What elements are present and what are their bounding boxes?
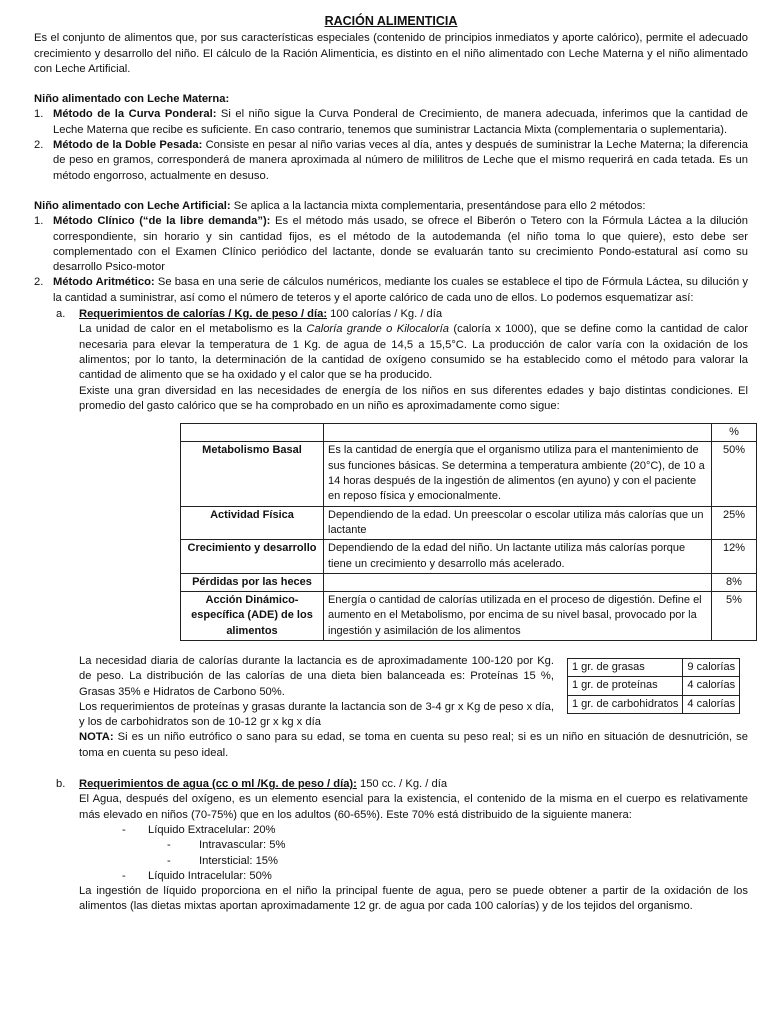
- table-row: Metabolismo Basal Es la cantidad de energía que el organismo utiliza para el mantenimiento de sus funciones básicas. Se determina a temperatura ambiente (20°C), de 10 a 14 horas después de la ingestión de alimentos (en ayuno) y con el paciente en reposo física y emocionalmente. 50%: [181, 442, 757, 506]
- list-item: - Intersticial: 15%: [167, 854, 278, 867]
- section-b-paragraph-1: El Agua, después del oxígeno, es un elemento esencial para la existencia, el contenido de la misma en el cuerpo es relativamente más elevado en niños (70-75%) que en los adultos (60-65%). Este 70% está distribuido de la siguiente manera:: [79, 793, 748, 821]
- section-a-heading: a. Requerimientos de calorías / Kg. de peso / día: 100 calorías / Kg. / día: [56, 308, 443, 321]
- calories-section: [34, 654, 748, 730]
- list-item: 2. Método de la Doble Pesada: Consiste en pesar al niño varias veces al día, antes y después de suministrar la Leche Materna; la diferencia de peso en gramos, corresponderá de manera aproximada al número de mililitros de Leche que el mismo requerirá en cada tetada. Es un método engorroso, actualmente en desuso.: [34, 139, 748, 182]
- section-b-paragraph-2: La ingestión de líquido proporciona en el niño la principal fuente de agua, pero se puede obtener a partir de la oxidación de los alimentos (las dietas mixtas aportan aproximadamente 12 gr. de agua por cada 100 calorías) y de los tejidos del organismo.: [79, 885, 748, 913]
- artificial-list: [34, 214, 748, 306]
- list-item: - Líquido Intracelular: 50%: [122, 869, 272, 882]
- table-row: 1 gr. de grasas 9 calorías: [568, 658, 740, 676]
- materna-heading: Niño alimentado con Leche Materna:: [34, 93, 230, 106]
- note-paragraph: NOTA: Si es un niño eutrófico o sano para su edad, se toma en cuenta su peso real; si es un niño en situación de desnutrición, se toma en cuenta su peso ideal.: [79, 731, 748, 759]
- list-item: - Intravascular: 5%: [167, 839, 286, 852]
- intro-paragraph: Es el conjunto de alimentos que, por sus características especiales (contenido de principios inmediatos y aporte calórico), permite el adecuado crecimiento y desarrollo del niño. El cálculo de la Ración Alimenticia, es distinto en el niño alimentado con Leche Materna y el niño alimentado con Leche Artificial.: [34, 32, 748, 75]
- table-header-row: [181, 424, 757, 442]
- document-page: [34, 14, 748, 915]
- calorie-value-table: [567, 658, 740, 714]
- calories-text: La necesidad diaria de calorías durante la lactancia es de aproximadamente 100-120 por Kg. de peso. La distribución de las calorías de una dieta bien balanceada es: Proteínas 15 %, Grasas 35% e Hidratos de Carbono 50%. Los requerimientos de proteínas y grasas durante la lactancia son de 3-4 gr x Kg de peso x día, y los de carbohidratos son de 10-12 gr x kg x día: [79, 654, 554, 729]
- page-title: RACIÓN ALIMENTICIA: [324, 14, 458, 28]
- section-b-heading: b. Requerimientos de agua (cc o ml /Kg. de peso / día): 150 cc. / Kg. / día: [56, 778, 448, 791]
- table-row: Crecimiento y desarrollo Dependiendo de la edad del niño. Un lactante utiliza más calorías porque tiene un crecimiento y desarrollo más acelerado. 12%: [181, 540, 757, 574]
- list-item: - Líquido Extracelular: 20%: [122, 823, 276, 836]
- table-row: Actividad Física Dependiendo de la edad. Un preescolar o escolar utiliza más calorías que un lactante 25%: [181, 506, 757, 540]
- materna-list: [34, 107, 748, 183]
- table-row: Acción Dinámico-específica (ADE) de los alimentos Energía o cantidad de calorías utilizada en el proceso de digestión. Define el aumento en el Metabolismo, por encima de su nivel basal, provocado por la ingestión y asimilación de los alimentos 5%: [181, 592, 757, 641]
- list-item: 2. Método Aritmético: Se basa en una serie de cálculos numéricos, mediante los cuales se establece el tipo de Fórmula Láctea, su dilución y la cantidad a suministrar, así como el número de teteros y el aporte calórico de cada uno de ellos. Lo podemos esquematizar así:: [34, 276, 748, 304]
- percent-header: %: [712, 424, 757, 442]
- table-row: Pérdidas por las heces 8%: [181, 573, 757, 591]
- energy-expenditure-table: [180, 423, 757, 641]
- table-row: 1 gr. de carbohidratos 4 calorías: [568, 695, 740, 713]
- section-a-paragraph-2: Existe una gran diversidad en las necesidades de energía de los niños en sus diferentes edades y bajo distintas condiciones. El promedio del gasto calórico que se ha comprobado en un niño es aproximadamente como sigue:: [79, 384, 748, 412]
- section-a-paragraph-1: La unidad de calor en el metabolismo es la Caloría grande o Kilocaloría (caloría x 1000), que se define como la cantidad de calor necesaria para elevar la temperatura de 1 Kg. de agua de 14,5 a 15,5°C. La producción de calor varía con la oxidación de los alimentos; por lo tanto, la determinación de la cantidad de oxígeno consumido se ha establecido como el método para valorar la cantidad de alimento que se ha oxidado y el calor que se ha producido.: [79, 323, 749, 382]
- list-item: 1. Método de la Curva Ponderal: Si el niño sigue la Curva Ponderal de Crecimiento, de manera adecuada, inferimos que la cantidad de Leche Materna que recibe es suficiente. En caso contrario, tenemos que suministrar Lactancia Mixta (complementaria o suplementaria).: [34, 108, 748, 136]
- table-row: 1 gr. de proteínas 4 calorías: [568, 677, 740, 695]
- artificial-heading-paragraph: Niño alimentado con Leche Artificial: Se aplica a la lactancia mixta complementaria, presentándose para ello 2 métodos:: [34, 199, 646, 212]
- list-item: 1. Método Clínico (“de la libre demanda”): Es el método más usado, se ofrece el Biberón o Tetero con la Fórmula Láctea a la dilución correspondiente, sin horario y sin cantidad fijos, es el método de la autodemanda (el niño toma lo que quiere), esto debe ser complementado con el Examen Clínico periódico del lactante, donde se evaluarán tanto su crecimiento Pondo-estatural así como su desarrollo Psico-motor: [34, 215, 748, 274]
